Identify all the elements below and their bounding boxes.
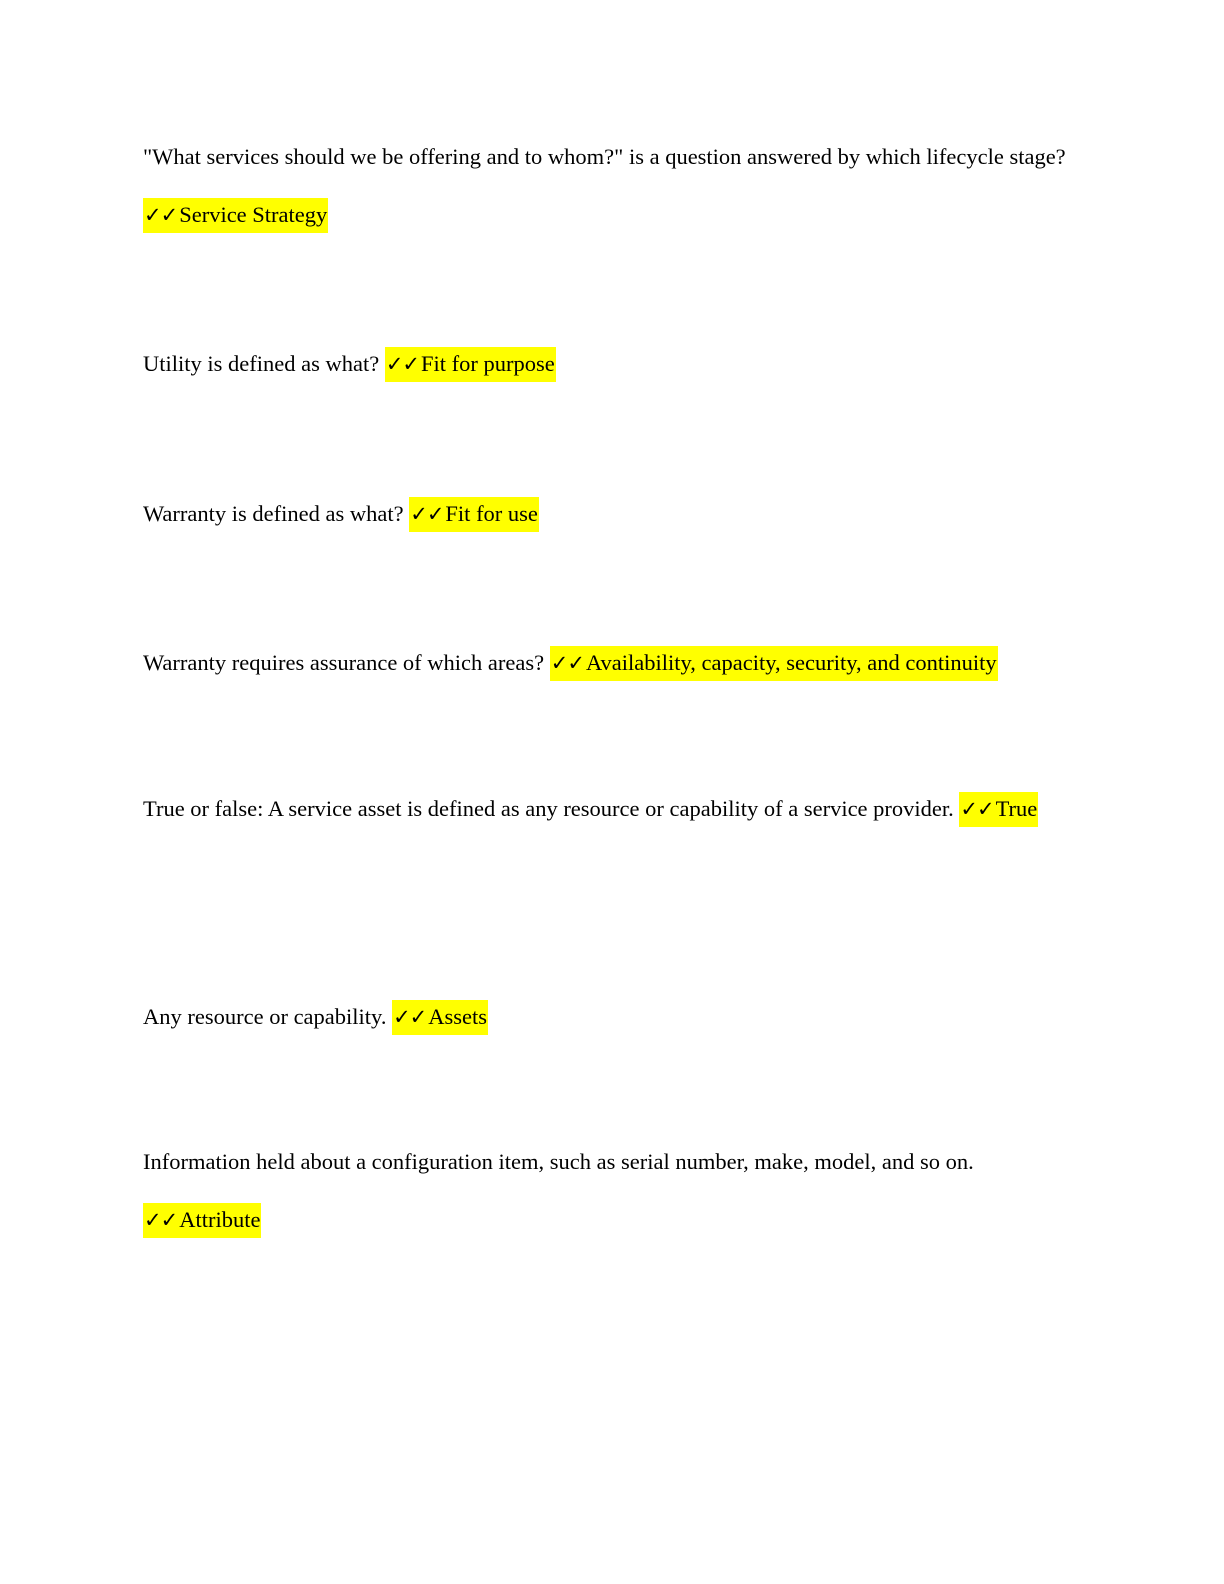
qa-paragraph: [143, 335, 1083, 393]
answer-text: Fit for purpose: [421, 351, 555, 376]
answer-highlight: [959, 792, 1038, 827]
double-check-icon: ✓✓: [144, 203, 178, 227]
answer-highlight: [392, 1000, 488, 1035]
answer-highlight: [409, 497, 539, 532]
double-check-icon: ✓✓: [393, 1005, 427, 1029]
question-text: Warranty requires assurance of which areas?: [143, 650, 545, 675]
qa-item: [143, 988, 1083, 1046]
answer-text: True: [995, 796, 1038, 821]
answer-text: Fit for use: [445, 501, 538, 526]
question-text: "What services should we be offering and to whom?" is a question answered by which lifecycle stage?: [143, 144, 1066, 169]
qa-paragraph: [143, 485, 1083, 543]
qa-item: [143, 1133, 1083, 1249]
answer-text: Service Strategy: [179, 202, 328, 227]
answer-text: Availability, capacity, security, and continuity: [585, 650, 997, 675]
qa-item: [143, 485, 1083, 543]
answer-highlight: [143, 198, 328, 233]
qa-paragraph: [143, 780, 1083, 838]
qa-item: [143, 780, 1083, 838]
question-text: Information held about a configuration item, such as serial number, make, model, and so on.: [143, 1149, 974, 1174]
question-text: True or false: A service asset is defined as any resource or capability of a service provider.: [143, 796, 954, 821]
double-check-icon: ✓✓: [410, 502, 444, 526]
qa-item: [143, 634, 1083, 692]
qa-paragraph: [143, 128, 1083, 244]
question-text: Utility is defined as what?: [143, 351, 380, 376]
answer-text: Attribute: [179, 1207, 261, 1232]
qa-paragraph: [143, 988, 1083, 1046]
answer-highlight: [550, 646, 998, 681]
answer-highlight: [143, 1203, 261, 1238]
qa-paragraph: [143, 1133, 1083, 1249]
qa-item: [143, 128, 1083, 244]
question-text: Any resource or capability.: [143, 1004, 387, 1029]
qa-paragraph: [143, 634, 1083, 692]
question-text: Warranty is defined as what?: [143, 501, 404, 526]
qa-item: [143, 335, 1083, 393]
double-check-icon: ✓✓: [550, 651, 584, 675]
double-check-icon: ✓✓: [144, 1208, 178, 1232]
answer-text: Assets: [428, 1004, 488, 1029]
double-check-icon: ✓✓: [385, 352, 420, 376]
double-check-icon: ✓✓: [960, 797, 994, 821]
answer-highlight: [385, 347, 556, 382]
